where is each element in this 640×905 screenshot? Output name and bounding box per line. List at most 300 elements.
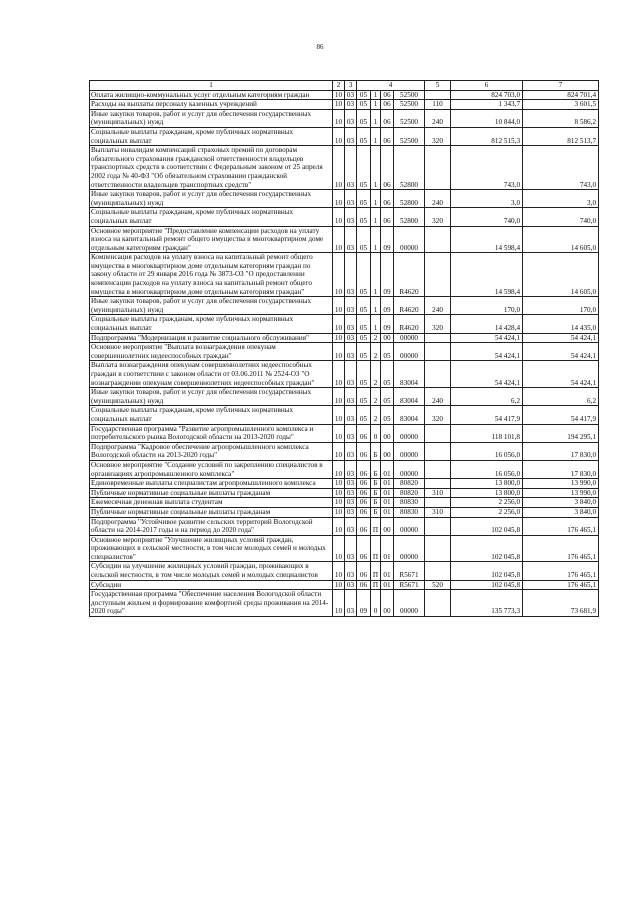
code-cell: 00 bbox=[381, 517, 394, 535]
code-cell: Б bbox=[371, 442, 381, 460]
code-cell bbox=[425, 517, 451, 535]
code-cell: 52800 bbox=[394, 146, 425, 190]
code-cell: 06 bbox=[381, 109, 394, 127]
code-cell: 10 bbox=[333, 442, 345, 460]
amount-cell: 54 417,9 bbox=[451, 406, 523, 424]
code-cell: 06 bbox=[357, 479, 371, 489]
code-cell: R4620 bbox=[394, 315, 425, 333]
code-cell: 01 bbox=[381, 479, 394, 489]
code-cell: 05 bbox=[357, 190, 371, 208]
code-cell: 1 bbox=[371, 109, 381, 127]
amount-cell: 10 844,0 bbox=[451, 109, 523, 127]
code-cell: 310 bbox=[425, 488, 451, 498]
code-cell: 240 bbox=[425, 297, 451, 315]
code-cell: 320 bbox=[425, 208, 451, 226]
code-cell bbox=[425, 226, 451, 253]
code-cell bbox=[425, 535, 451, 562]
amount-cell: 54 424,1 bbox=[523, 333, 599, 343]
code-cell: 05 bbox=[357, 343, 371, 361]
code-cell: 10 bbox=[333, 388, 345, 406]
amount-cell: 812 515,3 bbox=[451, 127, 523, 145]
code-cell: 01 bbox=[381, 460, 394, 478]
code-cell bbox=[425, 498, 451, 508]
code-cell: 10 bbox=[333, 343, 345, 361]
amount-cell: 17 830,0 bbox=[523, 442, 599, 460]
row-name: Ежемесячная денежная выплата студентам bbox=[90, 498, 333, 508]
amount-cell: 73 681,9 bbox=[523, 590, 599, 617]
code-cell: П bbox=[371, 562, 381, 580]
code-cell: 00 bbox=[381, 590, 394, 617]
code-cell: 1 bbox=[371, 253, 381, 297]
code-cell: 06 bbox=[381, 127, 394, 145]
budget-table bbox=[89, 80, 599, 617]
code-cell: 10 bbox=[333, 507, 345, 517]
table-row bbox=[90, 479, 599, 489]
code-cell: 83004 bbox=[394, 361, 425, 388]
table-row bbox=[90, 100, 599, 110]
code-cell bbox=[425, 253, 451, 297]
code-cell: 03 bbox=[345, 190, 357, 208]
code-cell: 310 bbox=[425, 507, 451, 517]
amount-cell: 13 990,0 bbox=[523, 479, 599, 489]
code-cell: R4620 bbox=[394, 253, 425, 297]
code-cell: 05 bbox=[357, 146, 371, 190]
code-cell: 09 bbox=[381, 226, 394, 253]
header-cell: 2 bbox=[333, 81, 345, 91]
code-cell: 110 bbox=[425, 100, 451, 110]
row-name: Подпрограмма "Кадровое обеспечение агропромышленного комплекса Вологодской области на 2013-2020 годы" bbox=[90, 442, 333, 460]
row-name: Выплаты инвалидам компенсаций страховых премий по договорам обязательного страхования гражданской ответственности владельцев транспортных средств в соответствии с Федеральным законом от 25 апреля 2002 года № 40-ФЗ "Об обязательном страховании гражданской ответственности владельцев транспортных средств" bbox=[90, 146, 333, 190]
table-row bbox=[90, 333, 599, 343]
amount-cell: 14 605,0 bbox=[523, 226, 599, 253]
code-cell: 09 bbox=[381, 315, 394, 333]
row-name: Субсидии bbox=[90, 580, 333, 590]
code-cell: П bbox=[371, 517, 381, 535]
code-cell: 01 bbox=[381, 535, 394, 562]
code-cell: 52500 bbox=[394, 127, 425, 145]
code-cell: 1 bbox=[371, 297, 381, 315]
amount-cell: 8 586,2 bbox=[523, 109, 599, 127]
code-cell: П bbox=[371, 535, 381, 562]
row-name: Подпрограмма "Модернизация и развитие социального обслуживания" bbox=[90, 333, 333, 343]
code-cell: 05 bbox=[357, 208, 371, 226]
code-cell bbox=[425, 460, 451, 478]
code-cell: 06 bbox=[357, 498, 371, 508]
code-cell bbox=[425, 479, 451, 489]
amount-cell: 3 840,0 bbox=[523, 507, 599, 517]
row-name: Иные закупки товаров, работ и услуг для обеспечения государственных (муниципальных) нужд bbox=[90, 297, 333, 315]
row-name: Социальные выплаты гражданам, кроме публичных нормативных социальных выплат bbox=[90, 315, 333, 333]
code-cell: 52800 bbox=[394, 190, 425, 208]
code-cell: 10 bbox=[333, 226, 345, 253]
table-row bbox=[90, 90, 599, 100]
code-cell: П bbox=[371, 580, 381, 590]
code-cell: 10 bbox=[333, 127, 345, 145]
code-cell: 1 bbox=[371, 146, 381, 190]
code-cell: 0 bbox=[371, 590, 381, 617]
code-cell: 05 bbox=[357, 315, 371, 333]
code-cell: 00000 bbox=[394, 535, 425, 562]
code-cell: 10 bbox=[333, 562, 345, 580]
code-cell: 03 bbox=[345, 109, 357, 127]
table-row bbox=[90, 343, 599, 361]
row-name: Публичные нормативные социальные выплаты гражданам bbox=[90, 488, 333, 498]
code-cell: 10 bbox=[333, 590, 345, 617]
table-row bbox=[90, 460, 599, 478]
amount-cell: 2 256,0 bbox=[451, 507, 523, 517]
amount-cell: 118 101,8 bbox=[451, 424, 523, 442]
code-cell: 83004 bbox=[394, 406, 425, 424]
code-cell: 52500 bbox=[394, 109, 425, 127]
amount-cell: 3,0 bbox=[523, 190, 599, 208]
row-name: Расходы на выплаты персоналу казенных учреждений bbox=[90, 100, 333, 110]
table-row bbox=[90, 442, 599, 460]
row-name: Основное мероприятие "Выплата вознаграждения опекунам совершеннолетних недееспособных граждан" bbox=[90, 343, 333, 361]
code-cell: 06 bbox=[357, 424, 371, 442]
code-cell: 1 bbox=[371, 208, 381, 226]
code-cell: 05 bbox=[357, 297, 371, 315]
amount-cell: 194 295,1 bbox=[523, 424, 599, 442]
code-cell: R4620 bbox=[394, 297, 425, 315]
code-cell: 05 bbox=[357, 226, 371, 253]
code-cell: 00000 bbox=[394, 442, 425, 460]
amount-cell: 3,0 bbox=[451, 190, 523, 208]
code-cell: 10 bbox=[333, 424, 345, 442]
amount-cell: 13 990,0 bbox=[523, 488, 599, 498]
amount-cell: 102 045,8 bbox=[451, 562, 523, 580]
row-name: Иные закупки товаров, работ и услуг для обеспечения государственных (муниципальных) нужд bbox=[90, 388, 333, 406]
code-cell: 01 bbox=[381, 507, 394, 517]
table-row bbox=[90, 406, 599, 424]
code-cell: 10 bbox=[333, 406, 345, 424]
code-cell: 10 bbox=[333, 315, 345, 333]
amount-cell: 14 428,4 bbox=[451, 315, 523, 333]
code-cell: Б bbox=[371, 488, 381, 498]
code-cell: 2 bbox=[371, 361, 381, 388]
amount-cell: 14 598,4 bbox=[451, 253, 523, 297]
amount-cell: 176 465,1 bbox=[523, 562, 599, 580]
code-cell: 00000 bbox=[394, 460, 425, 478]
table-row bbox=[90, 424, 599, 442]
code-cell: 00000 bbox=[394, 424, 425, 442]
code-cell: 52500 bbox=[394, 90, 425, 100]
code-cell: 05 bbox=[381, 343, 394, 361]
code-cell: 00000 bbox=[394, 343, 425, 361]
table-row bbox=[90, 315, 599, 333]
amount-cell: 14 598,4 bbox=[451, 226, 523, 253]
code-cell: 01 bbox=[381, 488, 394, 498]
table-row bbox=[90, 297, 599, 315]
code-cell: 10 bbox=[333, 190, 345, 208]
code-cell: 00000 bbox=[394, 517, 425, 535]
code-cell: 1 bbox=[371, 226, 381, 253]
code-cell: 03 bbox=[345, 361, 357, 388]
code-cell: 03 bbox=[345, 343, 357, 361]
row-name: Иные закупки товаров, работ и услуг для обеспечения государственных (муниципальных) нужд bbox=[90, 190, 333, 208]
code-cell bbox=[425, 361, 451, 388]
row-name: Основное мероприятие "Предоставление компенсации расходов на уплату взноса на капитальный ремонт общего имущества в многоквартирном доме отдельным категориям граждан" bbox=[90, 226, 333, 253]
row-name: Государственная программа "Обеспечение населения Вологодской области доступным жильем и формирование комфортной среды проживания на 2014-2020 годы" bbox=[90, 590, 333, 617]
code-cell: 05 bbox=[357, 127, 371, 145]
code-cell: 83004 bbox=[394, 388, 425, 406]
code-cell: 80820 bbox=[394, 479, 425, 489]
code-cell: 00 bbox=[381, 424, 394, 442]
code-cell: 06 bbox=[357, 535, 371, 562]
code-cell: Б bbox=[371, 507, 381, 517]
code-cell: 1 bbox=[371, 190, 381, 208]
code-cell: 03 bbox=[345, 517, 357, 535]
code-cell: R5671 bbox=[394, 580, 425, 590]
code-cell: 80830 bbox=[394, 507, 425, 517]
code-cell: 05 bbox=[381, 406, 394, 424]
code-cell: 10 bbox=[333, 535, 345, 562]
code-cell: 52800 bbox=[394, 208, 425, 226]
row-name: Основное мероприятие "Создание условий по закреплению специалистов в организациях агропромышленного комплекса" bbox=[90, 460, 333, 478]
code-cell: 03 bbox=[345, 388, 357, 406]
amount-cell: 54 424,1 bbox=[523, 343, 599, 361]
table-row bbox=[90, 146, 599, 190]
code-cell: 01 bbox=[381, 498, 394, 508]
code-cell: 00 bbox=[381, 442, 394, 460]
code-cell: 01 bbox=[381, 562, 394, 580]
code-cell: 06 bbox=[357, 580, 371, 590]
code-cell: 10 bbox=[333, 580, 345, 590]
code-cell: 03 bbox=[345, 406, 357, 424]
code-cell: 06 bbox=[381, 208, 394, 226]
row-name: Субсидии на улучшение жилищных условий граждан, проживающих в сельской местности, в том числе молодых семей и молодых специалистов bbox=[90, 562, 333, 580]
code-cell: 03 bbox=[345, 208, 357, 226]
row-name: Основное мероприятие "Улучшение жилищных условий граждан, проживающих в сельской местности, в том числе молодых семей и молодых специалистов" bbox=[90, 535, 333, 562]
amount-cell: 102 045,8 bbox=[451, 535, 523, 562]
row-name: Иные закупки товаров, работ и услуг для обеспечения государственных (муниципальных) нужд bbox=[90, 109, 333, 127]
code-cell: 06 bbox=[357, 488, 371, 498]
amount-cell: 740,0 bbox=[523, 208, 599, 226]
code-cell: 52500 bbox=[394, 100, 425, 110]
code-cell: 1 bbox=[371, 100, 381, 110]
header-cell: 1 bbox=[90, 81, 333, 91]
amount-cell: 13 800,0 bbox=[451, 488, 523, 498]
code-cell: 10 bbox=[333, 498, 345, 508]
table-row bbox=[90, 498, 599, 508]
code-cell: 03 bbox=[345, 315, 357, 333]
amount-cell: 54 417,9 bbox=[523, 406, 599, 424]
row-name: Выплата вознаграждения опекунам совершеннолетних недееспособных граждан в соответствии с законом области от 03.06.2011 № 2524-ОЗ "О вознаграждении опекунам совершеннолетних недееспособных граждан" bbox=[90, 361, 333, 388]
code-cell: 00000 bbox=[394, 333, 425, 343]
code-cell: 06 bbox=[381, 90, 394, 100]
amount-cell: 2 256,0 bbox=[451, 498, 523, 508]
amount-cell: 176 465,1 bbox=[523, 535, 599, 562]
code-cell: 1 bbox=[371, 90, 381, 100]
code-cell: 2 bbox=[371, 406, 381, 424]
code-cell: 03 bbox=[345, 226, 357, 253]
code-cell: 10 bbox=[333, 333, 345, 343]
code-cell: 06 bbox=[381, 190, 394, 208]
code-cell: 00 bbox=[381, 333, 394, 343]
table-row bbox=[90, 488, 599, 498]
code-cell: 0 bbox=[371, 424, 381, 442]
code-cell: 05 bbox=[357, 361, 371, 388]
code-cell bbox=[425, 424, 451, 442]
code-cell: 06 bbox=[381, 100, 394, 110]
code-cell: 10 bbox=[333, 253, 345, 297]
table-body bbox=[90, 81, 599, 617]
table-row bbox=[90, 253, 599, 297]
code-cell: 320 bbox=[425, 406, 451, 424]
code-cell: Б bbox=[371, 460, 381, 478]
code-cell: 80820 bbox=[394, 488, 425, 498]
code-cell: 320 bbox=[425, 127, 451, 145]
code-cell: 05 bbox=[357, 100, 371, 110]
amount-cell: 54 424,1 bbox=[451, 343, 523, 361]
code-cell: 10 bbox=[333, 517, 345, 535]
code-cell: 03 bbox=[345, 479, 357, 489]
code-cell: 10 bbox=[333, 146, 345, 190]
row-name: Социальные выплаты гражданам, кроме публичных нормативных социальных выплат bbox=[90, 208, 333, 226]
amount-cell: 54 424,1 bbox=[523, 361, 599, 388]
code-cell: 06 bbox=[357, 507, 371, 517]
code-cell: 03 bbox=[345, 590, 357, 617]
code-cell: 00000 bbox=[394, 590, 425, 617]
code-cell: 10 bbox=[333, 361, 345, 388]
amount-cell: 176 465,1 bbox=[523, 517, 599, 535]
code-cell: 03 bbox=[345, 253, 357, 297]
code-cell: 06 bbox=[357, 517, 371, 535]
amount-cell: 812 513,7 bbox=[523, 127, 599, 145]
code-cell: 05 bbox=[381, 388, 394, 406]
code-cell: 240 bbox=[425, 388, 451, 406]
code-cell: 10 bbox=[333, 109, 345, 127]
table-row bbox=[90, 535, 599, 562]
code-cell bbox=[425, 590, 451, 617]
code-cell: 05 bbox=[357, 253, 371, 297]
table-row bbox=[90, 361, 599, 388]
row-name: Публичные нормативные социальные выплаты гражданам bbox=[90, 507, 333, 517]
code-cell: 03 bbox=[345, 507, 357, 517]
code-cell: 520 bbox=[425, 580, 451, 590]
amount-cell: 102 045,8 bbox=[451, 580, 523, 590]
row-name: Социальные выплаты гражданам, кроме публичных нормативных социальных выплат bbox=[90, 406, 333, 424]
code-cell: 05 bbox=[357, 406, 371, 424]
amount-cell: 170,0 bbox=[523, 297, 599, 315]
code-cell: 03 bbox=[345, 424, 357, 442]
row-name: Государственная программа "Развитие агропромышленного комплекса и потребительского рынка Вологодской области на 2013-2020 годы" bbox=[90, 424, 333, 442]
table-row bbox=[90, 590, 599, 617]
table-row bbox=[90, 226, 599, 253]
amount-cell: 176 465,1 bbox=[523, 580, 599, 590]
header-cell: 6 bbox=[451, 81, 523, 91]
code-cell: 06 bbox=[381, 146, 394, 190]
table-row bbox=[90, 190, 599, 208]
amount-cell: 16 056,0 bbox=[451, 442, 523, 460]
code-cell: 00000 bbox=[394, 226, 425, 253]
row-name: Подпрограмма "Устойчивое развитие сельских территорий Вологодской области на 2014-2017 годы и на период до 2020 года" bbox=[90, 517, 333, 535]
code-cell: 03 bbox=[345, 333, 357, 343]
code-cell: 10 bbox=[333, 100, 345, 110]
code-cell: 1 bbox=[371, 127, 381, 145]
amount-cell: 170,0 bbox=[451, 297, 523, 315]
table-row bbox=[90, 388, 599, 406]
row-name: Оплата жилищно-коммунальных услуг отдельным категориям граждан bbox=[90, 90, 333, 100]
code-cell bbox=[425, 442, 451, 460]
code-cell: 03 bbox=[345, 100, 357, 110]
code-cell: 10 bbox=[333, 208, 345, 226]
row-name: Единовременные выплаты специалистам агропромышленного комплекса bbox=[90, 479, 333, 489]
page-number: 86 bbox=[316, 43, 324, 51]
row-name: Компенсация расходов на уплату взноса на капитальный ремонт общего имущества в многоквартирном доме отдельным категориям граждан по закону области от 29 января 2016 года № 3873-ОЗ "О предоставлении компенсации расходов на уплату взноса на капитальный ремонт общего имущества в многоквартирном доме отдельным категориям граждан" bbox=[90, 253, 333, 297]
code-cell bbox=[425, 562, 451, 580]
code-cell: 05 bbox=[381, 361, 394, 388]
table-row bbox=[90, 127, 599, 145]
code-cell: 06 bbox=[357, 460, 371, 478]
code-cell: 01 bbox=[381, 580, 394, 590]
amount-cell: 102 045,8 bbox=[451, 517, 523, 535]
code-cell: 05 bbox=[357, 109, 371, 127]
code-cell: Б bbox=[371, 498, 381, 508]
code-cell: 03 bbox=[345, 297, 357, 315]
amount-cell: 135 773,3 bbox=[451, 590, 523, 617]
code-cell bbox=[425, 333, 451, 343]
code-cell: 240 bbox=[425, 190, 451, 208]
table-row bbox=[90, 109, 599, 127]
code-cell bbox=[425, 146, 451, 190]
code-cell: 10 bbox=[333, 479, 345, 489]
code-cell: R5671 bbox=[394, 562, 425, 580]
code-cell: 80830 bbox=[394, 498, 425, 508]
table-row bbox=[90, 562, 599, 580]
table-row bbox=[90, 507, 599, 517]
code-cell: 03 bbox=[345, 488, 357, 498]
code-cell: 240 bbox=[425, 109, 451, 127]
amount-cell: 13 800,0 bbox=[451, 479, 523, 489]
amount-cell: 824 703,0 bbox=[451, 90, 523, 100]
code-cell: 2 bbox=[371, 343, 381, 361]
amount-cell: 743,0 bbox=[451, 146, 523, 190]
code-cell: 10 bbox=[333, 488, 345, 498]
amount-cell: 17 830,0 bbox=[523, 460, 599, 478]
code-cell bbox=[425, 90, 451, 100]
header-cell: 4 bbox=[357, 81, 425, 91]
table-header-row bbox=[90, 81, 599, 91]
amount-cell: 1 343,7 bbox=[451, 100, 523, 110]
code-cell: 10 bbox=[333, 90, 345, 100]
code-cell: 10 bbox=[333, 460, 345, 478]
header-cell: 7 bbox=[523, 81, 599, 91]
code-cell: 05 bbox=[357, 333, 371, 343]
code-cell: 03 bbox=[345, 535, 357, 562]
amount-cell: 3 601,5 bbox=[523, 100, 599, 110]
amount-cell: 6,2 bbox=[451, 388, 523, 406]
amount-cell: 743,0 bbox=[523, 146, 599, 190]
amount-cell: 6,2 bbox=[523, 388, 599, 406]
amount-cell: 14 605,0 bbox=[523, 253, 599, 297]
code-cell: 2 bbox=[371, 388, 381, 406]
table-row bbox=[90, 517, 599, 535]
row-name: Социальные выплаты гражданам, кроме публичных нормативных социальных выплат bbox=[90, 127, 333, 145]
amount-cell: 16 056,0 bbox=[451, 460, 523, 478]
amount-cell: 3 840,0 bbox=[523, 498, 599, 508]
table-row bbox=[90, 208, 599, 226]
amount-cell: 14 435,0 bbox=[523, 315, 599, 333]
amount-cell: 54 424,1 bbox=[451, 333, 523, 343]
code-cell: 03 bbox=[345, 562, 357, 580]
code-cell: 06 bbox=[357, 562, 371, 580]
amount-cell: 740,0 bbox=[451, 208, 523, 226]
table-row bbox=[90, 580, 599, 590]
header-cell: 5 bbox=[425, 81, 451, 91]
amount-cell: 824 701,4 bbox=[523, 90, 599, 100]
code-cell: 09 bbox=[357, 590, 371, 617]
code-cell: 05 bbox=[357, 90, 371, 100]
